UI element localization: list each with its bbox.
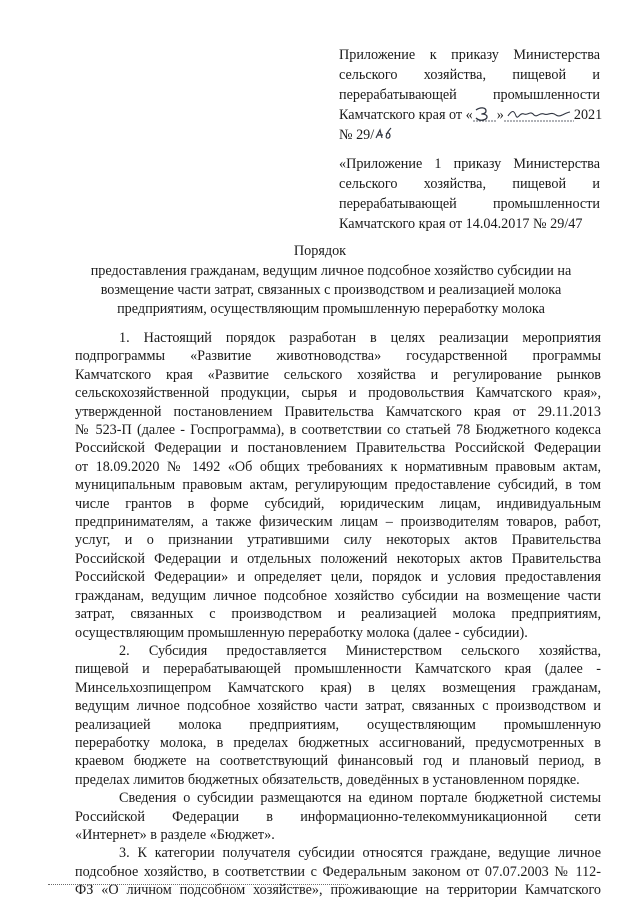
handwritten-month — [504, 107, 574, 123]
body-text-line: 3. К категории получателя субсидии относятся граждане, ведущие личное — [119, 845, 601, 862]
body-text-line: услуг, и о признании утратившими силу некоторых актов Правительства — [75, 532, 601, 549]
body-text-line: пределах лимитов бюджетных обязательств, доведённых в установленном порядке. — [75, 771, 580, 788]
appendix-line: Приложение к приказу Министерства — [339, 47, 600, 63]
appendix-year: 2021 — [573, 107, 603, 123]
body-text-line: подпрограммы «Развитие животноводства» государственной программы — [75, 348, 601, 365]
body-text-line: от 18.09.2020 № 1492 «Об общих требованиях к нормативным правовым актам, — [75, 458, 601, 475]
body-text-line: 1. Настоящий порядок разработан в целях реализации мероприятия — [119, 330, 601, 346]
handwritten-number — [374, 127, 400, 143]
handwritten-day — [473, 107, 497, 123]
subtitle-line: предоставления гражданам, ведущим личное подсобное хозяйство субсидии на — [90, 263, 572, 279]
body-text-line: утвержденной постановлением Правительства Камчатского края от 29.11.2013 — [75, 403, 601, 420]
appendix-line: сельского хозяйства, пищевой и — [339, 67, 600, 83]
document-subtitle — [65, 262, 597, 319]
body-text-line: № 523-П (далее - Госпрограмма), в соответствии со статьей 78 Бюджетного кодекса — [75, 422, 601, 439]
body-text-line: подсобное хозяйство, в соответствии с Федеральным законом от 07.07.2003 № 112- — [75, 863, 601, 880]
body-text-line: ведущим личное подсобное хозяйство части затрат, связанных с производством и — [75, 698, 601, 715]
body-text-line: Сведения о субсидии размещаются на едином портале бюджетной системы — [119, 790, 601, 807]
body-text-line: Российской Федерации и постановлением Правительства Российской Федерации — [75, 440, 601, 457]
appendix-date-line: Камчатского края от « » 2021 — [339, 107, 603, 123]
body-text-line: ФЗ «О личном подсобном хозяйстве», проживающие на территории Камчатского — [75, 882, 601, 899]
subtitle-line: предприятиям, осуществляющим промышленную переработку молока — [117, 301, 545, 317]
body-text-line: Камчатского края «Развитие сельского хозяйства и регулирование рынков — [75, 366, 601, 383]
body-text-line: затрат, связанных с производством и реализацией молока предприятиям, — [75, 606, 601, 623]
appendix-original-block — [339, 154, 600, 234]
body-text-line: 2. Субсидия предоставляется Министерством сельского хозяйства, — [119, 642, 601, 659]
footer-rule — [48, 884, 348, 885]
body-text-line: Российской Федерации» и определяет цели, порядок и условия предоставления — [75, 569, 601, 586]
appendix-line: перерабатывающей промышленности — [339, 87, 600, 103]
body-text-line: Российской Федерации и отдельных положений некоторых актов Правительства — [75, 550, 601, 567]
body-text-line: реализацией молока предприятиям, осуществляющим промышленную — [75, 716, 601, 733]
appendix-reference-block — [339, 45, 603, 145]
document-heading: Порядок — [293, 243, 347, 259]
body-text-line: «Интернет» в разделе «Бюджет». — [75, 826, 275, 843]
appendix-line: № 29/ — [339, 127, 375, 143]
body-text-line: Минсельхозпищепром Камчатского края) в целях возмещения гражданам, — [75, 679, 601, 696]
appendix-number-line — [339, 125, 600, 145]
document-body — [75, 329, 601, 900]
body-text-line: числе грантов в форме субсидий, юридическим лицам, индивидуальным — [75, 495, 601, 512]
appendix-line: перерабатывающей промышленности — [339, 196, 600, 212]
appendix-line: Камчатского края от « — [339, 107, 473, 123]
subtitle-line: возмещение части затрат, связанных с производством и реализацией молока — [100, 282, 562, 298]
body-text-line: краевом бюджете на соответствующий финансовый год и плановый период, в — [75, 753, 601, 770]
body-text-line: Российской Федерации в информационно-телекоммуникационной сети — [75, 808, 601, 825]
body-text-line: осуществляющим промышленную переработку молока (далее - субсидии). — [75, 624, 528, 641]
body-text-line: гражданам, ведущим личное подсобное хозяйство субсидии на возмещение части — [75, 587, 601, 604]
body-text-line: пищевой и перерабатывающей промышленности Камчатского края (далее - — [75, 661, 601, 678]
appendix-line: «Приложение 1 приказу Министерства — [339, 156, 600, 172]
appendix-line: Камчатского края от 14.04.2017 № 29/47 — [339, 216, 583, 232]
body-text-line: предпринимателям, а также физическим лицам – производителям товаров, работ, — [75, 514, 601, 531]
appendix-line: сельского хозяйства, пищевой и — [339, 176, 600, 192]
body-text-line: сельскохозяйственной продукции, сырья и продовольствия Камчатского края», — [75, 385, 601, 402]
body-text-line: переработку молока, в пределах бюджетных ассигнований, предусмотренных в — [75, 734, 601, 751]
body-text-line: муниципальным правовым актам, регулирующим предоставление субсидий, в том — [75, 477, 601, 494]
